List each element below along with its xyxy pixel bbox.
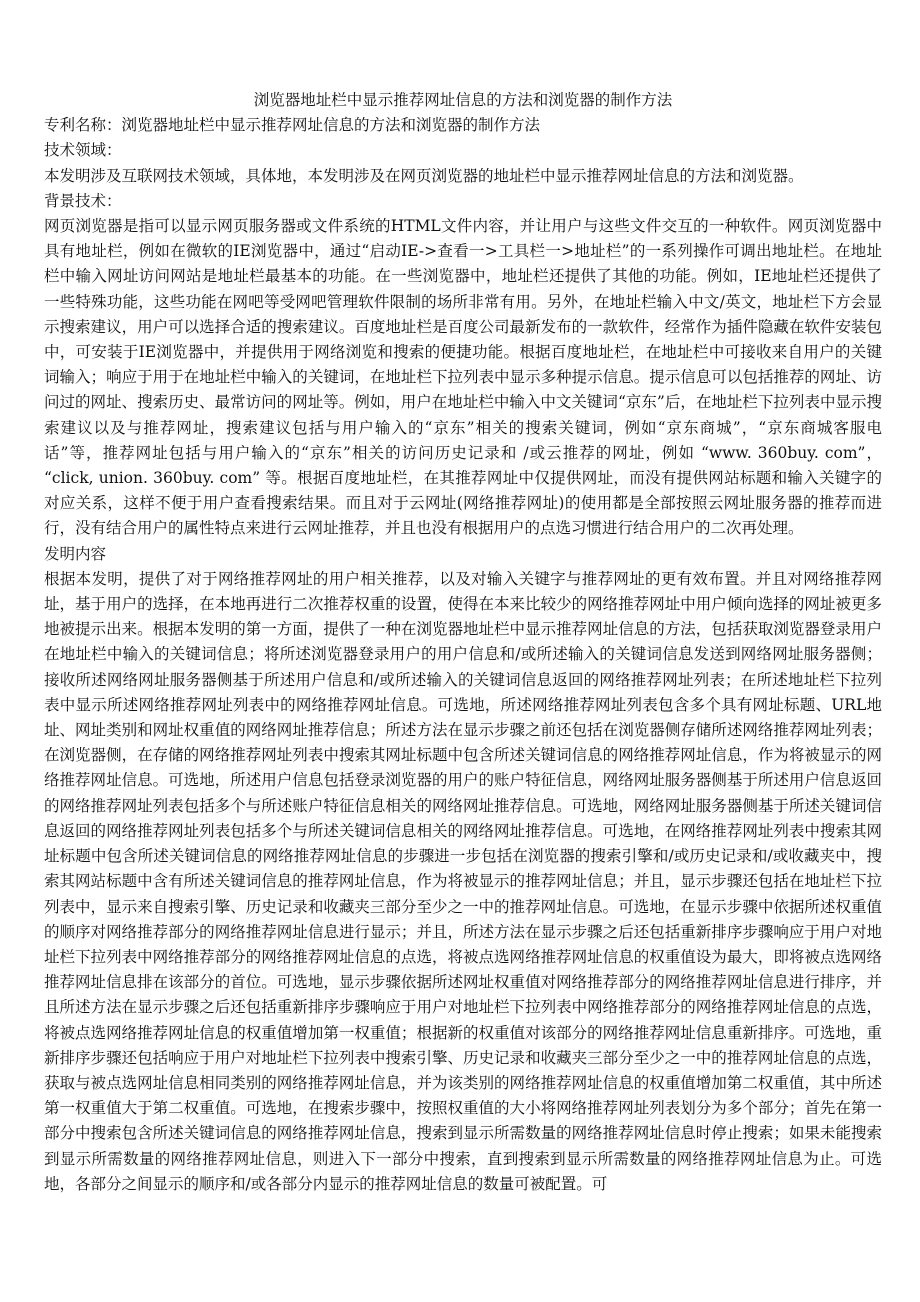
invention-paragraph: 根据本发明，提供了对于网络推荐网址的用户相关推荐，以及对输入关键字与推荐网址的更有效布置。并且对网络推荐网址，基于用户的选择，在本地再进行二次推荐权重的设置，使得在本来比较少的网络推荐网址中用户倾向选择的网址被更多地被提示出来。根据本发明的第一方面，提供了一种在浏览器地址栏中显示推荐网址信息的方法，包括获取浏览器登录用户在地址栏中输入的关键词信息；将所述浏览器登录用户的用户信息和/或所述输入的关键词信息发送到网络网址服务器侧；接收所述网络网址服务器侧基于所述用户信息和/或所述输入的关键词信息返回的网络推荐网址列表；在所述地址栏下拉列表中显示所述网络推荐网址列表中的网络推荐网址信息。可选地，所述网络推荐网址列表包含多个具有网址标题、URL地址、网址类别和网址权重值的网络网址推荐信息；所述方法在显示步骤之前还包括在浏览器侧存储所述网络推荐网址列表；在浏览器侧，在存储的网络推荐网址列表中搜索其网址标题中包含所述关键词信息的网络推荐网址信息，作为将被显示的网络推荐网址信息。可选地，所述用户信息包括登录浏览器的用户的账户特征信息，网络网址服务器侧基于所述用户信息返回的网络推荐网址列表包括多个与所述账户特征信息相关的网络网址推荐信息。可选地，网络网址服务器侧基于所述关键词信息返回的网络推荐网址列表包括多个与所述关键词信息相关的网络网址推荐信息。可选地，在网络推荐网址列表中搜索其网址标题中包含所述关键词信息的网络推荐网址信息的步骤进一步包括在浏览器的搜索引擎和/或历史记录和/或收藏夹中，搜索其网站标题中含有所述关键词信息的推荐网址信息，作为将被显示的推荐网址信息；并且，显示步骤还包括在地址栏下拉列表中，显示来自搜索引擎、历史记录和收藏夹三部分至少之一中的推荐网址信息。可选地，在显示步骤中依据所述权重值的顺序对网络推荐部分的网络推荐网址信息进行显示；并且，所述方法在显示步骤之后还包括重新排序步骤响应于用户对地址栏下拉列表中网络推荐部分的网络推荐网址信息的点选，将被点选网络推荐网址信息的权重值设为最大，即将被点选网络推荐网址信息排在该部分的首位。可选地，显示步骤依据所述网址权重值对网络推荐部分的网络推荐网址信息进行排序，并且所述方法在显示步骤之后还包括重新排序步骤响应于用户对地址栏下拉列表中网络推荐部分的网络推荐网址信息的点选，将被点选网络推荐网址信息的权重值增加第一权重值；根据新的权重值对该部分的网络推荐网址信息重新排序。可选地，重新排序步骤还包括响应于用户对地址栏下拉列表中搜索引擎、历史记录和收藏夹三部分至少之一中的推荐网址信息的点选，获取与被点选网址信息相同类别的网络推荐网址信息，并为该类别的网络推荐网址信息的权重值增加第二权重值，其中所述第一权重值大于第二权重值。可选地，在搜索步骤中，按照权重值的大小将网络推荐网址列表划分为多个部分；首先在第一部分中搜索包含所述关键词信息的网络推荐网址信息，搜索到显示所需数量的网络推荐网址信息时停止搜索；如果未能搜索到显示所需数量的网络推荐网址信息，则进入下一部分中搜索，直到搜索到显示所需数量的网络推荐网址信息为止。可选地，各部分之间显示的顺序和/或各部分内显示的推荐网址信息的数量可被配置。可 (44, 569, 882, 1193)
invention-heading: 发明内容 (44, 544, 107, 563)
background-paragraph: 网页浏览器是指可以显示网页服务器或文件系统的HTML文件内容，并让用户与这些文件交互的一种软件。网页浏览器中具有地址栏，例如在微软的IE浏览器中，通过“启动IE->查看一>工具栏一>地址栏”的一系列操作可调出地址栏。在地址栏中输入网址访问网站是地址栏最基本的功能。在一些浏览器中，地址栏还提供了其他的功能。例如，IE地址栏还提供了一些特殊功能，这些功能在网吧等受网吧管理软件限制的场所非常有用。另外，在地址栏输入中文/英文，地址栏下方会显示搜索建议，用户可以选择合适的搜索建议。百度地址栏是百度公司最新发布的一款软件，经常作为插件隐藏在软件安装包中，可安装于IE浏览器中，并提供用于网络浏览和搜索的便捷功能。根据百度地址栏，在地址栏中可接收来自用户的关键词输入；响应于用于在地址栏中输入的关键词，在地址栏下拉列表中显示多种提示信息。提示信息可以包括推荐的网址、访问过的网址、搜索历史、最常访问的网址等。例如，用户在地址栏中输入中文关键词“京东”后，在地址栏下拉列表中显示搜索建议以及与推荐网址，搜索建议包括与用户输入的“京东”相关的搜索关键词，例如“京东商城”，“京东商城客服电话”等，推荐网址包括与用户输入的“京东”相关的访问历史记录和 /或云推荐的网址，例如 “www. 360buy. com”， “click, union. 360buy. com” 等。根据百度地址栏，在其推荐网址中仅提供网址，而没有提供网站标题和输入关键字的对应关系，这样不便于用户查看搜索结果。而且对于云网址(网络推荐网址)的使用都是全部按照云网址服务器的推荐而进行，没有结合用户的属性特点来进行云网址推荐，并且也没有根据用户的点选习惯进行结合用户的二次再处理。 (44, 217, 882, 538)
patent-name: 专利名称：浏览器地址栏中显示推荐网址信息的方法和浏览器的制作方法 (44, 116, 541, 135)
background-heading: 背景技术： (44, 191, 122, 210)
field-paragraph: 本发明涉及互联网技术领域，具体地，本发明涉及在网页浏览器的地址栏中显示推荐网址信息的方法和浏览器。 (44, 166, 804, 185)
field-heading: 技术领域： (44, 141, 122, 160)
document-title: 浏览器地址栏中显示推荐网址信息的方法和浏览器的制作方法 (253, 91, 673, 109)
